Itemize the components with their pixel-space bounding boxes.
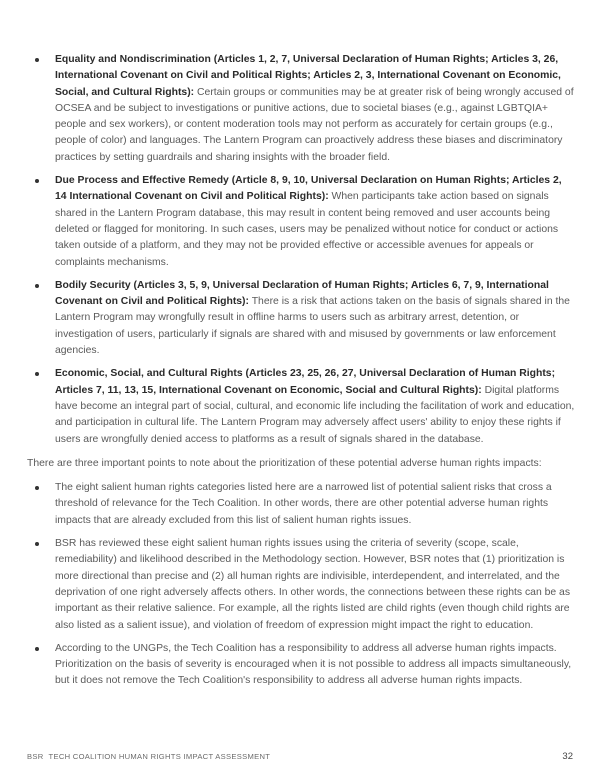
point-text: BSR has reviewed these eight salient human rights issues using the criteria of severity (scope, scale, remediability) and likelihood described in the Methodology section. However, BSR notes that (1) prioritization is more directional than precise and (2) all human rights are indivisible, interdependent, and interrelated, and the deprivation of one right adversely affects others. In other words, the connections between these rights can be as important as their relative salience. For example, all the rights listed are child rights (even though child rights are also listed as a salient issue), and violation of freedom of expression might impact the right to education. (55, 538, 571, 631)
right-heading: Equality and Nondiscrimination (Articles 1, 2, 7, Universal Declaration of Human Rights; Articles 3, 26, International Covenant on Civil and Political Rights; Articles 2, 3, International Covenant on Economic, Social, and Cultural Rights): (55, 54, 561, 98)
salient-rights-list (27, 52, 575, 448)
page-number: 32 (562, 751, 573, 762)
list-item (27, 480, 575, 529)
list-item (27, 641, 575, 690)
bullet-icon (35, 542, 39, 546)
intro-paragraph: There are three important points to note about the prioritization of these potential adverse human rights impacts: (27, 457, 542, 469)
list-item (27, 278, 575, 359)
right-body: There is a risk that actions taken on the basis of signals shared in the Lantern Program may wrongfully result in offline harms to users such as arbitrary arrest, detention, or investigation of users, particularly if signals are shared with and misused by governments or law enforcement agencies. (55, 296, 570, 357)
list-item (27, 366, 575, 447)
right-body: Certain groups or communities may be at greater risk of being wrongly accused of OCSEA and be subject to investigations or punitive actions, due to societal biases (e.g., against LGBTQIA+ people and sex workers), or content moderation tools may not perform as accurately for certain groups (e.g., people of color) and languages. The Lantern Program can proactively address these biases and discriminatory practices by setting guardrails and sharing insights with the broader field. (55, 86, 574, 163)
bullet-icon (35, 284, 39, 288)
footer-title (27, 752, 270, 761)
footer-brand: BSR (27, 752, 44, 761)
point-text: According to the UNGPs, the Tech Coalition has a responsibility to address all adverse human rights impacts. Prioritization on the basis of severity is encouraged when it is not possible to address all impacts simultaneously, but it does not remove the Tech Coalition's responsibility to address all adverse human rights impacts. (55, 642, 572, 687)
page-content (27, 52, 575, 697)
right-heading: Economic, Social, and Cultural Rights (Articles 23, 25, 26, 27, Universal Declaration of Human Rights; Articles 7, 11, 13, 15, International Covenant on Economic, Social and Cultural Rights): (55, 368, 556, 396)
bullet-icon (35, 372, 39, 376)
bullet-icon (35, 58, 39, 62)
prioritization-points-list (27, 480, 575, 690)
bullet-icon (35, 179, 39, 183)
right-body: Digital platforms have become an integral part of social, cultural, and economic life including the facilitation of work and education, and participation in cultural life. The Lantern Program may adversely affect users' ability to enjoy these rights if users are wrongfully denied access to platforms as a result of signals shared in the database. (55, 384, 575, 445)
right-heading: Bodily Security (Articles 3, 5, 9, Universal Declaration of Human Rights; Articles 6, 7, 9, International Covenant on Civil and Political Rights): (55, 279, 549, 308)
page-footer (27, 752, 573, 766)
list-item (27, 173, 575, 271)
right-body: When participants take action based on signals shared in the Lantern Program database, this may result in content being removed and user accounts being deleted or flagged for monitoring. In such cases, users may be penalized without notice for conduct or actions taken outside of a platform, and they may not be provided effective or accessible avenues for appeals or complaints mechanisms. (55, 191, 559, 268)
list-item (27, 52, 575, 166)
bullet-icon (35, 647, 39, 651)
bullet-icon (35, 486, 39, 490)
right-heading: Due Process and Effective Remedy (Article 8, 9, 10, Universal Declaration on Human Rights; Articles 2, 14 International Covenant on Civil and Political Rights): (55, 175, 562, 203)
list-item (27, 536, 575, 634)
footer-report-title: TECH COALITION HUMAN RIGHTS IMPACT ASSESSMENT (48, 752, 271, 761)
point-text: The eight salient human rights categories listed here are a narrowed list of potential salient risks that cross a threshold of relevance for the Tech Coalition. In other words, there are other potential adverse human rights impacts that are already excluded from this list of salient human rights issues. (55, 482, 552, 526)
